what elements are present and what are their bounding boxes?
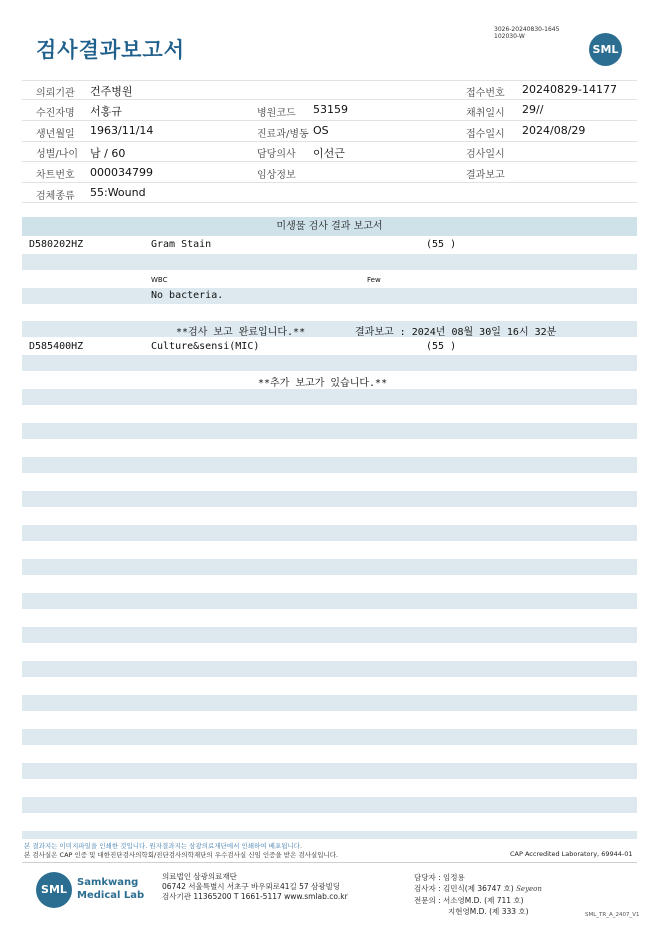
wbc-label: WBC [151, 276, 168, 284]
dept-label: 진료과/병동 [257, 129, 309, 140]
divider [22, 182, 637, 183]
row-band [22, 254, 637, 270]
row-band [22, 661, 637, 677]
row-band [22, 831, 637, 839]
clinical-label: 임상정보 [257, 170, 296, 181]
hosp-code-value: 53159 [313, 103, 348, 116]
divider [22, 202, 637, 203]
test2-ref: (55 ) [426, 341, 457, 352]
report-time: 결과보고 : 2024년 08월 30일 16시 32분 [355, 327, 557, 338]
accept-date-label: 접수일시 [466, 129, 505, 140]
test-date-label: 검사일시 [466, 149, 505, 160]
chart-label: 차트번호 [36, 170, 75, 181]
sex-age-value: 남 / 60 [90, 147, 126, 160]
footer-divider [22, 862, 637, 863]
complete-message: **검사 보고 완료입니다.** [176, 327, 306, 338]
row-band [22, 763, 637, 779]
name-label: 수진자명 [36, 108, 75, 119]
staff-block [414, 872, 542, 917]
lab-name [77, 876, 144, 902]
specimen-label: 검체종류 [36, 191, 75, 202]
specimen-value: 55:Wound [90, 186, 146, 199]
row-band [22, 288, 637, 304]
accept-date-value: 2024/08/29 [522, 124, 586, 137]
lab-name-line-2: Medical Lab [77, 890, 145, 901]
wbc-value: Few [367, 276, 381, 284]
row-band [22, 729, 637, 745]
lab-contact: 검사기관 11365200 T 1661-5117 www.smlab.co.kr [162, 892, 348, 901]
accept-no-value: 20240829-14177 [522, 83, 617, 96]
signature: Seyeon [516, 885, 542, 893]
report-label: 결과보고 [466, 170, 505, 181]
collect-date-label: 채취일시 [466, 108, 505, 119]
row-band [22, 627, 637, 643]
tester [414, 883, 542, 895]
hospital-label: 의뢰기관 [36, 88, 75, 99]
doctor-label: 담당의사 [257, 149, 296, 160]
divider [22, 141, 637, 142]
test1-name: Gram Stain [151, 239, 212, 250]
sex-age-label: 성별/나이 [36, 149, 79, 160]
row-band [22, 355, 637, 371]
document-code [494, 26, 559, 40]
section-title: 미생물 검사 결과 보고서 [22, 217, 637, 236]
accept-no-label: 접수번호 [466, 88, 505, 99]
row-band [22, 559, 637, 575]
collect-date-value: 29// [522, 103, 544, 116]
birth-value: 1963/11/14 [90, 124, 154, 137]
row-band [22, 423, 637, 439]
name-value: 서홍규 [90, 105, 122, 118]
page-title: 검사결과보고서 [36, 38, 186, 62]
divider [22, 161, 637, 162]
doctor-value: 이선근 [313, 147, 345, 160]
dept-value: OS [313, 124, 329, 137]
manager: 담당자 : 임정용 [414, 873, 465, 882]
row-band [22, 695, 637, 711]
chart-value: 000034799 [90, 166, 153, 179]
sml-logo: SML [589, 33, 622, 66]
bacteria-result: No bacteria. [151, 290, 224, 301]
tester-name: 검사자 : 김민식(제 36747 호) [414, 884, 514, 893]
form-version: SML_TR_A_2407_V1 [585, 912, 640, 918]
footnote-print-notice: 본 결과지는 이미지파일을 인쇄한 것입니다. 원자결과지는 삼광의료재단에서 인쇄하여 배포됩니다. [24, 842, 303, 850]
row-band [22, 389, 637, 405]
hospital-value: 건주병원 [90, 85, 133, 98]
row-band [22, 525, 637, 541]
lab-name-line-1: Samkwang [77, 877, 139, 888]
document-code-line-1: 3026-20240830-1645 [494, 26, 560, 33]
test2-name: Culture&sensi(MIC) [151, 341, 260, 352]
birth-label: 생년월일 [36, 129, 75, 140]
divider [22, 99, 637, 100]
specialist-1: 전문의 : 서소영M.D. (제 711 호) [414, 896, 524, 905]
footer-sml-logo: SML [36, 872, 72, 908]
hosp-code-label: 병원코드 [257, 108, 296, 119]
org-name: 의료법인 삼광의료재단 [162, 872, 237, 881]
divider [22, 120, 637, 121]
row-band [22, 491, 637, 507]
lab-address: 06742 서울특별시 서초구 바우뫼로41길 57 삼광빌딩 [162, 882, 341, 891]
row-band [22, 457, 637, 473]
footnote-certification: 본 검사실은 CAP 인증 및 대한진단검사의학회/진단검사의학재단의 우수검사실 신임 인증을 받은 검사실입니다. [24, 851, 339, 859]
lab-address-block [162, 872, 348, 902]
divider [22, 80, 637, 81]
test1-ref: (55 ) [426, 239, 457, 250]
row-band [22, 797, 637, 813]
specialist-2: 지현영M.D. (제 333 호) [448, 907, 529, 916]
additional-report-message: **추가 보고가 있습니다.** [258, 378, 388, 389]
cap-accreditation: CAP Accredited Laboratory, 69944-01 [510, 850, 633, 858]
row-band [22, 593, 637, 609]
test2-code: D585400HZ [29, 341, 84, 352]
document-code-line-2: 102030-W [494, 33, 525, 40]
test1-code: D580202HZ [29, 239, 84, 250]
